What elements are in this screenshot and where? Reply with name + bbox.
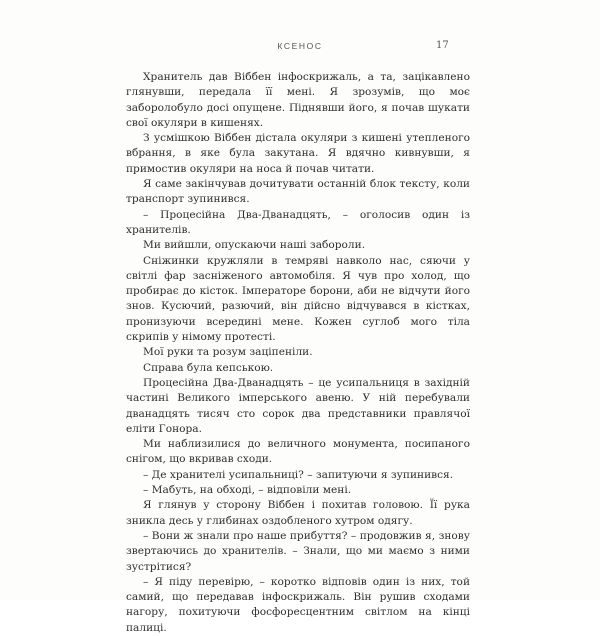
- dialogue-line: – Де хранителі усипальниці? – запитуючи я зупинився.: [143, 468, 454, 481]
- paragraph: Хранитель дав Віббен інфоскрижаль, а та, зацікавлено глянувши, передала її мені. Я зрозумів, що моє заборолобуло досі опущене. Піднявши його, я почав шукати свої окуляри в кишенях.: [126, 71, 470, 129]
- dialogue-line: – Мабуть, на обході, – відповіли мені.: [143, 484, 352, 497]
- paragraph: Мої руки та розум заціпеніли.: [143, 346, 313, 359]
- paragraph: Ми наблизилися до величного монумента, посипаного снігом, що вкривав сходи.: [126, 438, 470, 466]
- paragraph: Я глянув у сторону Віббен і похитав головою. Її рука зникла десь у глибинах оздобленого хутром одягу.: [126, 499, 470, 527]
- running-head: [0, 41, 600, 55]
- paragraph: Справа була кепською.: [143, 361, 274, 374]
- dialogue-line: – Вони ж знали про наше прибуття? – продовжив я, знову звертаючись до хранителів. – Знали, що ми маємо з ними зустрітися?: [126, 529, 470, 573]
- dialogue-line: – Я піду перевірю, – коротко відповів один із них, той самий, що передавав інфоскрижаль. Він рушив сходами нагору, похитуючи фосфоресцентним світлом на кінці палиці.: [126, 575, 470, 634]
- running-title: КСЕНОС: [277, 41, 323, 51]
- dialogue-line: – Процесійна Два-Дванадцять, – оголосив один із хранителів.: [126, 208, 470, 236]
- paragraph: Процесійна Два-Дванадцять – це усипальниця в західній частині Великого імперського авеню. У ній перебували дванадцять тисяч сто сорок два представники правлячої еліти Гонора.: [126, 376, 470, 435]
- paragraph: Я саме закінчував дочитувати останній блок тексту, коли транспорт зупинився.: [126, 178, 470, 206]
- paragraph: Сніжинки кружляли в темряві навколо нас, сяючи у світлі фар засніженого автомобіля. Я чув про холод, що пробирає до кісток. Імператоре борони, аби не відчути його знов. Кусючий, разючий, він дійсно відчувався в кістках, пронизуючи всередині мене. Кожен суглоб мого тіла скрипів у німому протесті.: [126, 254, 470, 344]
- page-number: 17: [436, 40, 449, 51]
- body-text: [126, 70, 470, 636]
- paragraph: Ми вийшли, опускаючи наші забороли.: [143, 239, 366, 252]
- paragraph: З усмішкою Віббен дістала окуляри з кишені утепленого вбрання, в яке була закутана. Я вдячно кивнувши, я примостив окуляри на носа й почав читати.: [126, 132, 470, 175]
